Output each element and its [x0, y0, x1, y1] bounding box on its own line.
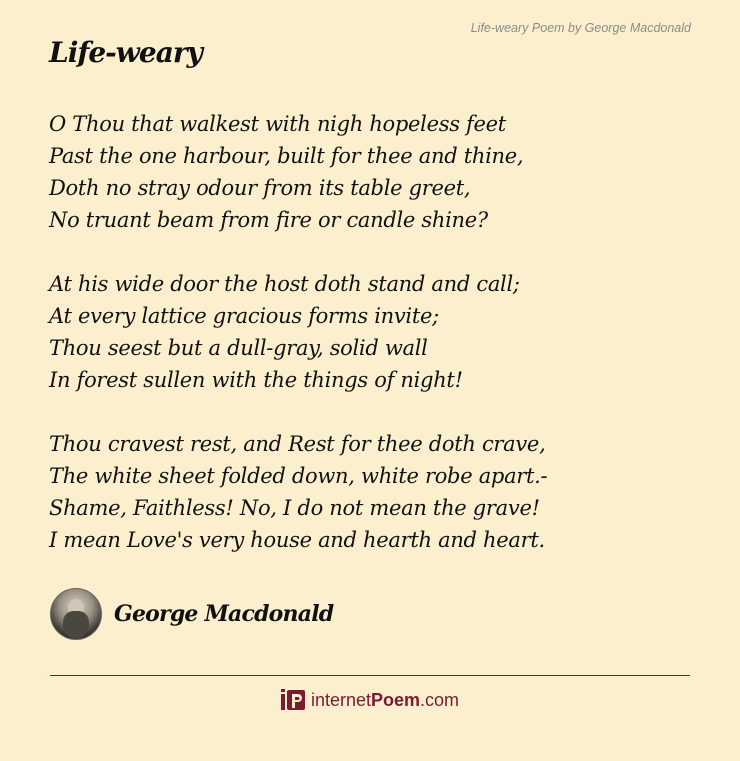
- poem-line: Thou seest but a dull-gray, solid wall: [49, 336, 428, 360]
- poem-line: Thou cravest rest, and Rest for thee doth crave,: [49, 432, 546, 456]
- internetpoem-logo-icon: [281, 688, 305, 712]
- footer-divider: [50, 675, 690, 676]
- site-footer[interactable]: [0, 688, 740, 712]
- brand-prefix: internet: [310, 689, 371, 710]
- avatar-beard: [63, 611, 89, 639]
- poem-line: Past the one harbour, built for thee and thine,: [49, 144, 524, 168]
- poem-body: [49, 108, 689, 588]
- stanza-2: [49, 268, 689, 396]
- poem-line: At his wide door the host doth stand and call;: [49, 272, 520, 296]
- author-block[interactable]: [50, 588, 333, 640]
- brand-bold: Poem: [371, 689, 421, 710]
- poem-line: I mean Love's very house and hearth and heart.: [49, 528, 545, 552]
- poem-line: Shame, Faithless! No, I do not mean the grave!: [49, 496, 540, 520]
- brand-link[interactable]: [311, 690, 459, 711]
- author-avatar[interactable]: [50, 588, 102, 640]
- poem-line: At every lattice gracious forms invite;: [49, 304, 439, 328]
- poem-line: Doth no stray odour from its table greet,: [49, 176, 471, 200]
- page-caption: Life-weary Poem by George Macdonald: [470, 21, 691, 35]
- poem-line: In forest sullen with the things of night!: [49, 368, 463, 392]
- stanza-1: [49, 108, 689, 236]
- poem-line: No truant beam from fire or candle shine?: [49, 208, 488, 232]
- poem-line: The white sheet folded down, white robe apart.-: [49, 464, 548, 488]
- stanza-3: [49, 428, 689, 556]
- brand-suffix: .com: [420, 689, 460, 710]
- poem-title: Life-weary: [49, 36, 202, 69]
- author-name-link[interactable]: George Macdonald: [114, 601, 334, 627]
- poem-line: O Thou that walkest with nigh hopeless feet: [49, 112, 506, 136]
